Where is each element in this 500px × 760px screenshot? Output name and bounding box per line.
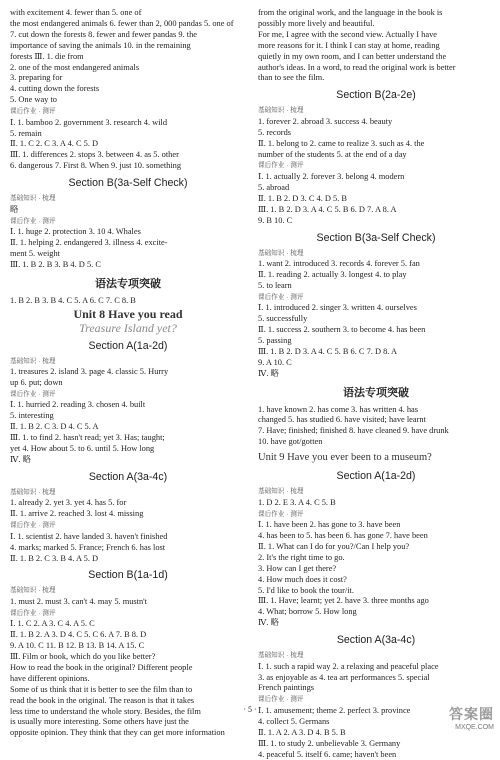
grammar-heading: 语法专项突破: [10, 277, 246, 291]
answer-line: 5. abroad: [258, 183, 494, 194]
answer-line: than to see the film.: [258, 73, 494, 84]
answer-line: quietly in my own room, and I can better understand the: [258, 52, 494, 63]
answer-line: 1. already 2. yet 3. yet 4. has 5. for: [10, 498, 246, 509]
section-label: 课后作业 · 测评: [10, 107, 246, 117]
section-label: 课后作业 · 测评: [10, 521, 246, 531]
answer-line: is usually more interesting. Some others have just the: [10, 717, 246, 728]
page-number: · 5 ·: [0, 705, 500, 714]
answer-line: Ⅲ. Film or book, which do you like better?: [10, 652, 246, 663]
answer-line: Ⅱ. 1. helping 2. endangered 3. illness 4. excite-: [10, 238, 246, 249]
answer-line: 3. How can I get there?: [258, 564, 494, 575]
answer-line: 4. has been to 5. has been 6. has gone 7. have been: [258, 531, 494, 542]
answer-line: author's ideas. In a word, to read the original work is better: [258, 63, 494, 74]
answer-line: 4. cutting down the forests: [10, 84, 246, 95]
answer-line: yet 4. How about 5. to 6. until 5. How long: [10, 444, 246, 455]
answer-line: 1. B 2. B 3. B 4. C 5. A 6. C 7. C 8. B: [10, 296, 246, 307]
section-label: 基础知识 · 梳理: [10, 586, 246, 596]
answer-line: ment 5. weight: [10, 249, 246, 260]
answer-line: the most endangered animals 6. fewer than 2, 000 pandas 5. one of: [10, 19, 246, 30]
answer-line: more reasons for it. I think I can stay at home, reading: [258, 41, 494, 52]
section-label: 基础知识 · 梳理: [10, 488, 246, 498]
grammar-heading: 语法专项突破: [258, 386, 494, 400]
answer-line: Ⅰ. 1. scientist 2. have landed 3. haven't finished: [10, 532, 246, 543]
answer-line: Some of us think that it is better to see the film than to: [10, 685, 246, 696]
answer-line: 9. B 10. C: [258, 216, 494, 227]
section-label: 课后作业 · 测评: [258, 161, 494, 171]
answer-line: 1. have known 2. has come 3. has written 4. has: [258, 405, 494, 416]
answer-line: less time to understand the whole story. Besides, the film: [10, 707, 246, 718]
answer-line: possibly more lively and beautiful.: [258, 19, 494, 30]
section-heading: Section B(2a-2e): [258, 89, 494, 102]
answer-line: Ⅲ. 1. to find 2. hasn't read; yet 3. Has; taught;: [10, 433, 246, 444]
section-label: 基础知识 · 梳理: [258, 651, 494, 661]
answer-line: How to read the book in the original? Different people: [10, 663, 246, 674]
unit-title: Unit 9 Have you ever been to a museum?: [258, 451, 494, 465]
section-heading: Section B(1a-1d): [10, 569, 246, 582]
section-label: 基础知识 · 梳理: [258, 106, 494, 116]
answer-line: Ⅲ. 1. B 2. D 3. A 4. C 5. B 6. C 7. D 8. A: [258, 347, 494, 358]
answer-line: importance of saving the animals 10. in the remaining: [10, 41, 246, 52]
answer-line: 5. records: [258, 128, 494, 139]
answer-line: Ⅰ. 1. hurried 2. reading 3. chosen 4. built: [10, 400, 246, 411]
answer-line: 1. D 2. E 3. A 4. C 5. B: [258, 498, 494, 509]
answer-line: Ⅱ. 1. B 2. D 3. C 4. D 5. B: [258, 194, 494, 205]
answer-line: Ⅱ. 1. B 2. C 3. B 4. A 5. D: [10, 554, 246, 565]
answer-line: 5. successfully: [258, 314, 494, 325]
section-heading: Section A(1a-2d): [258, 470, 494, 483]
answer-line: have different opinions.: [10, 674, 246, 685]
answer-line: 4. marks; marked 5. France; French 6. has lost: [10, 543, 246, 554]
answer-line: 9. A 10. C: [258, 358, 494, 369]
answer-line: 5. interesting: [10, 411, 246, 422]
section-label: 基础知识 · 梳理: [258, 249, 494, 259]
answer-line: Ⅱ. 1. reading 2. actually 3. longest 4. to play: [258, 270, 494, 281]
section-label: 基础知识 · 梳理: [258, 487, 494, 497]
section-label: 基础知识 · 梳理: [10, 357, 246, 367]
section-heading: Section B(3a-Self Check): [10, 177, 246, 190]
answer-line: 1. treasures 2. island 3. page 4. classic 5. Hurry: [10, 367, 246, 378]
answer-line: 10. have got/gotten: [258, 437, 494, 448]
answer-line: with excitement 4. fewer than 5. one of: [10, 8, 246, 19]
answer-line: 5. remain: [10, 129, 246, 140]
section-label: 课后作业 · 测评: [10, 609, 246, 619]
answer-line: 2. one of the most endangered animals: [10, 63, 246, 74]
answer-line: 1. must 2. must 3. can't 4. may 5. mustn't: [10, 597, 246, 608]
answer-line: forests Ⅲ. 1. die from: [10, 52, 246, 63]
answer-line: Ⅲ. 1. B 2. B 3. B 4. D 5. C: [10, 260, 246, 271]
answer-line: For me, I agree with the second view. Actually I have: [258, 30, 494, 41]
answer-line: 3. as enjoyable as 4. tea art performances 5. special: [258, 673, 494, 684]
answer-line: Ⅰ. 1. huge 2. protection 3. 10 4. Whales: [10, 227, 246, 238]
answer-line: Ⅳ. 略: [10, 455, 246, 466]
answer-line: Ⅱ. 1. belong to 2. came to realize 3. such as 4. the: [258, 139, 494, 150]
watermark-logo: [432, 704, 494, 732]
answer-line: Ⅰ. 1. such a rapid way 2. a relaxing and peaceful place: [258, 662, 494, 673]
answer-line: 4. What; borrow 5. How long: [258, 607, 494, 618]
section-label: 基础知识 · 梳理: [10, 194, 246, 204]
answer-line: 6. dangerous 7. First 8. When 9. just 10. something: [10, 161, 246, 172]
answer-line: Ⅱ. 1. success 2. southern 3. to become 4. has been: [258, 325, 494, 336]
answer-line: up 6. put; down: [10, 378, 246, 389]
answer-line: 7. cut down the forests 8. fewer and fewer pandas 9. the: [10, 30, 246, 41]
answer-line: 3. preparing for: [10, 73, 246, 84]
answer-line: 5. One way to: [10, 95, 246, 106]
answer-line: Ⅰ. 1. amusement; theme 2. perfect 3. province: [258, 706, 494, 717]
answer-line: Ⅱ. 1. A 2. A 3. D 4. B 5. B: [258, 728, 494, 739]
unit-title: Unit 8 Have you read: [10, 307, 246, 321]
watermark-small: MXQE.COM: [455, 724, 494, 731]
answer-line: Ⅲ. 1. to study 2. unbelievable 3. Germany: [258, 739, 494, 750]
answer-line: Ⅳ. 略: [258, 369, 494, 380]
answer-line: 5. I'd like to book the tour/it.: [258, 586, 494, 597]
answer-line: 5. passing: [258, 336, 494, 347]
watermark-big: 答案圈: [432, 704, 494, 724]
answer-line: 1. forever 2. abroad 3. success 4. beauty: [258, 117, 494, 128]
answer-line: from the original work, and the language in the book is: [258, 8, 494, 19]
section-label: 课后作业 · 测评: [10, 217, 246, 227]
answer-line: read the book in the original. The reason is that it takes: [10, 696, 246, 707]
answer-line: Ⅱ. 1. B 2. A 3. D 4. C 5. C 6. A 7. B 8. D: [10, 630, 246, 641]
section-label: 课后作业 · 测评: [258, 695, 494, 705]
answer-line: Ⅱ. 1. What can I do for you?/Can I help you?: [258, 542, 494, 553]
answer-line: 5. to learn: [258, 281, 494, 292]
answer-line: Ⅳ. 略: [258, 618, 494, 629]
section-heading: Section A(3a-4c): [258, 634, 494, 647]
answer-line: 9. A 10. C 11. B 12. B 13. B 14. A 15. C: [10, 641, 246, 652]
answer-line: Ⅰ. 1. C 2. A 3. C 4. A 5. C: [10, 619, 246, 630]
answer-line: 1. want 2. introduced 3. records 4. forever 5. fan: [258, 259, 494, 270]
answer-line: Ⅱ. 1. arrive 2. reached 3. lost 4. missing: [10, 509, 246, 520]
section-heading: Section A(3a-4c): [10, 471, 246, 484]
answer-line: 4. collect 5. Germans: [258, 717, 494, 728]
section-label: 课后作业 · 测评: [10, 390, 246, 400]
answer-line: Ⅲ. 1. differences 2. stops 3. between 4. as 5. other: [10, 150, 246, 161]
answer-line: 7. Have; finished; finished 8. have cleaned 9. have drunk: [258, 426, 494, 437]
answer-line: 2. It's the right time to go.: [258, 553, 494, 564]
answer-line: French paintings: [258, 683, 494, 694]
section-heading: Section B(3a-Self Check): [258, 232, 494, 245]
answer-line: Ⅰ. 1. introduced 2. singer 3. written 4. ourselves: [258, 303, 494, 314]
answer-line: Ⅲ. 1. Have; learnt; yet 2. have 3. three months ago: [258, 596, 494, 607]
section-label: 课后作业 · 测评: [258, 293, 494, 303]
answer-line: 4. How much does it cost?: [258, 575, 494, 586]
answer-line: number of the students 5. at the end of a day: [258, 150, 494, 161]
right-column: [258, 8, 494, 760]
section-heading: Section A(1a-2d): [10, 340, 246, 353]
answer-line: 略: [10, 205, 246, 216]
answer-line: Ⅱ. 1. C 2. C 3. A 4. C 5. D: [10, 139, 246, 150]
section-label: 课后作业 · 测评: [258, 510, 494, 520]
answer-line: Ⅰ. 1. have been 2. has gone to 3. have been: [258, 520, 494, 531]
answer-line: Ⅰ. 1. actually 2. forever 3. belong 4. modern: [258, 172, 494, 183]
answer-line: Ⅲ. 1. B 2. D 3. A 4. C 5. B 6. D 7. A 8. A: [258, 205, 494, 216]
answer-line: 4. peaceful 5. itself 6. came; haven't been: [258, 750, 494, 760]
answer-line: Ⅰ. 1. bamboo 2. government 3. research 4. wild: [10, 118, 246, 129]
left-column: [10, 8, 246, 739]
answer-line: Ⅱ. 1. B 2. C 3. D 4. C 5. A: [10, 422, 246, 433]
answer-line: changed 5. has studied 6. have visited; have learnt: [258, 415, 494, 426]
answer-line: opposite opinion. They think that they can get more information: [10, 728, 246, 739]
unit-subtitle: Treasure Island yet?: [10, 321, 246, 335]
